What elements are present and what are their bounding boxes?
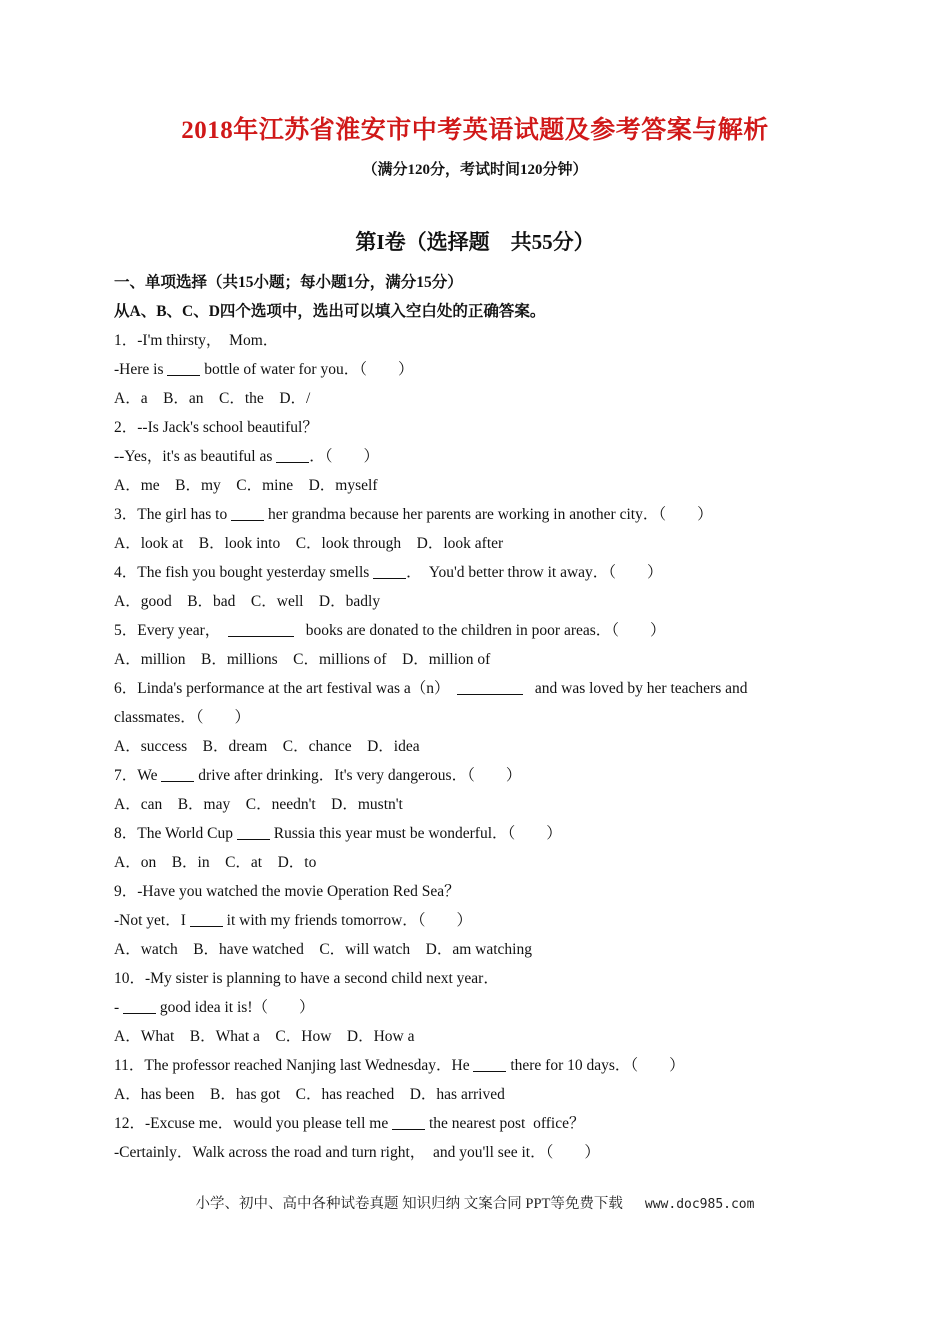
document-title: 2018年江苏省淮安市中考英语试题及参考答案与解析 bbox=[181, 117, 769, 144]
question-line bbox=[114, 703, 834, 732]
answer-blank bbox=[190, 910, 223, 927]
part-heading: 一、单项选择（共15小题；每小题1分，满分15分） bbox=[114, 274, 463, 291]
line-text: ． You'd better throw it away．（ ） bbox=[406, 564, 663, 581]
line-text: A．has been B．has got C．has reached D．has arrived bbox=[114, 1086, 505, 1103]
line-text: 11．The professor reached Nanjing last Wednesday．He bbox=[114, 1057, 474, 1074]
line-text: ．（ ） bbox=[309, 448, 379, 465]
question-line bbox=[114, 645, 834, 674]
question-line bbox=[114, 790, 834, 819]
answer-blank bbox=[373, 562, 406, 579]
question-line bbox=[114, 819, 834, 848]
question-line bbox=[114, 326, 834, 355]
line-text: A．What B．What a C．How D．How a bbox=[114, 1028, 415, 1045]
question-line bbox=[114, 848, 834, 877]
line-text: and was loved by her teachers and bbox=[523, 680, 748, 697]
question-line bbox=[114, 384, 834, 413]
line-text: good idea it is!（ ） bbox=[156, 999, 315, 1016]
line-text: 6．Linda's performance at the art festival was a（n） bbox=[114, 680, 458, 697]
line-text: -Certainly．Walk across the road and turn right， and you'll see it．（ ） bbox=[114, 1144, 600, 1161]
line-text: 7．We bbox=[114, 767, 162, 784]
line-text: 10．-My sister is planning to have a second child next year． bbox=[114, 970, 499, 987]
line-text: 1．-I'm thirsty， Mom． bbox=[114, 332, 279, 349]
line-text: 2．--Is Jack's school beautiful？ bbox=[114, 419, 318, 436]
question-line bbox=[114, 471, 834, 500]
question-line bbox=[114, 732, 834, 761]
question-line bbox=[114, 935, 834, 964]
question-line bbox=[114, 964, 834, 993]
instruction: 从A、B、C、D四个选项中，选出可以填入空白处的正确答案。 bbox=[114, 303, 546, 320]
line-text: A．good B．bad C．well D．badly bbox=[114, 593, 381, 610]
answer-blank bbox=[457, 678, 523, 695]
footer bbox=[0, 1192, 950, 1213]
line-text: her grandma because her parents are working in another city．（ ） bbox=[264, 506, 713, 523]
line-text: 3．The girl has to bbox=[114, 506, 232, 523]
line-text: --Yes，it's as beautiful as bbox=[114, 448, 277, 465]
question-line bbox=[114, 993, 834, 1022]
line-text: - bbox=[114, 999, 124, 1016]
answer-blank bbox=[123, 997, 156, 1014]
line-text: A．million B．millions C．millions of D．million of bbox=[114, 651, 491, 668]
question-line bbox=[114, 500, 834, 529]
question-line bbox=[114, 616, 834, 645]
line-text: A．a B．an C．the D．/ bbox=[114, 390, 311, 407]
question-line bbox=[114, 1022, 834, 1051]
line-text: -Not yet．I bbox=[114, 912, 190, 929]
line-text: A．watch B．have watched C．will watch D．am watching bbox=[114, 941, 532, 958]
line-text: A．on B．in C．at D．to bbox=[114, 854, 317, 871]
question-line bbox=[114, 558, 834, 587]
answer-blank bbox=[473, 1055, 506, 1072]
line-text: A．look at B．look into C．look through D．look after bbox=[114, 535, 504, 552]
answer-blank bbox=[276, 446, 309, 463]
line-text: 4．The fish you bought yesterday smells bbox=[114, 564, 374, 581]
line-text: classmates．（ ） bbox=[114, 709, 251, 726]
question-line bbox=[114, 413, 834, 442]
line-text: books are donated to the children in poor areas．（ ） bbox=[294, 622, 666, 639]
line-text: 5．Every year， bbox=[114, 622, 229, 639]
footer-url: www.doc985.com bbox=[644, 1197, 755, 1212]
question-line bbox=[114, 442, 834, 471]
line-text: A．me B．my C．mine D．myself bbox=[114, 477, 378, 494]
line-text: A．success B．dream C．chance D．idea bbox=[114, 738, 420, 755]
line-text: -Here is bbox=[114, 361, 168, 378]
section-heading: 第I卷（选择题 共55分） bbox=[355, 230, 595, 254]
question-body bbox=[114, 268, 834, 1167]
question-line bbox=[114, 906, 834, 935]
question-line bbox=[114, 1138, 834, 1167]
question-line bbox=[114, 1109, 834, 1138]
line-text: 9．-Have you watched the movie Operation Red Sea？ bbox=[114, 883, 460, 900]
answer-blank bbox=[161, 765, 194, 782]
question-line bbox=[114, 355, 834, 384]
line-text: drive after drinking．It's very dangerous．（ ） bbox=[194, 767, 522, 784]
line-text: 8．The World Cup bbox=[114, 825, 237, 842]
line-text: A．can B．may C．needn't D．mustn't bbox=[114, 796, 403, 813]
answer-blank bbox=[231, 504, 264, 521]
line-text: 12．-Excuse me．would you please tell me bbox=[114, 1115, 393, 1132]
question-line bbox=[114, 1051, 834, 1080]
document-subtitle: （满分120分，考试时间120分钟） bbox=[362, 162, 588, 178]
question-line bbox=[114, 529, 834, 558]
line-text: it with my friends tomorrow．（ ） bbox=[222, 912, 473, 929]
question-lines bbox=[114, 326, 834, 1167]
question-line bbox=[114, 761, 834, 790]
line-text: Russia this year must be wonderful．（ ） bbox=[269, 825, 562, 842]
answer-blank bbox=[167, 359, 200, 376]
question-line bbox=[114, 877, 834, 906]
question-line bbox=[114, 1080, 834, 1109]
line-text: bottle of water for you．（ ） bbox=[200, 361, 414, 378]
answer-blank bbox=[228, 620, 294, 637]
question-line bbox=[114, 674, 834, 703]
line-text: there for 10 days．（ ） bbox=[506, 1057, 685, 1074]
answer-blank bbox=[392, 1113, 425, 1130]
line-text: the nearest post office？ bbox=[425, 1115, 585, 1132]
answer-blank bbox=[237, 823, 270, 840]
question-line bbox=[114, 587, 834, 616]
footer-text: 小学、初中、高中各种试卷真题 知识归纳 文案合同 PPT等免费下载 bbox=[195, 1196, 623, 1212]
